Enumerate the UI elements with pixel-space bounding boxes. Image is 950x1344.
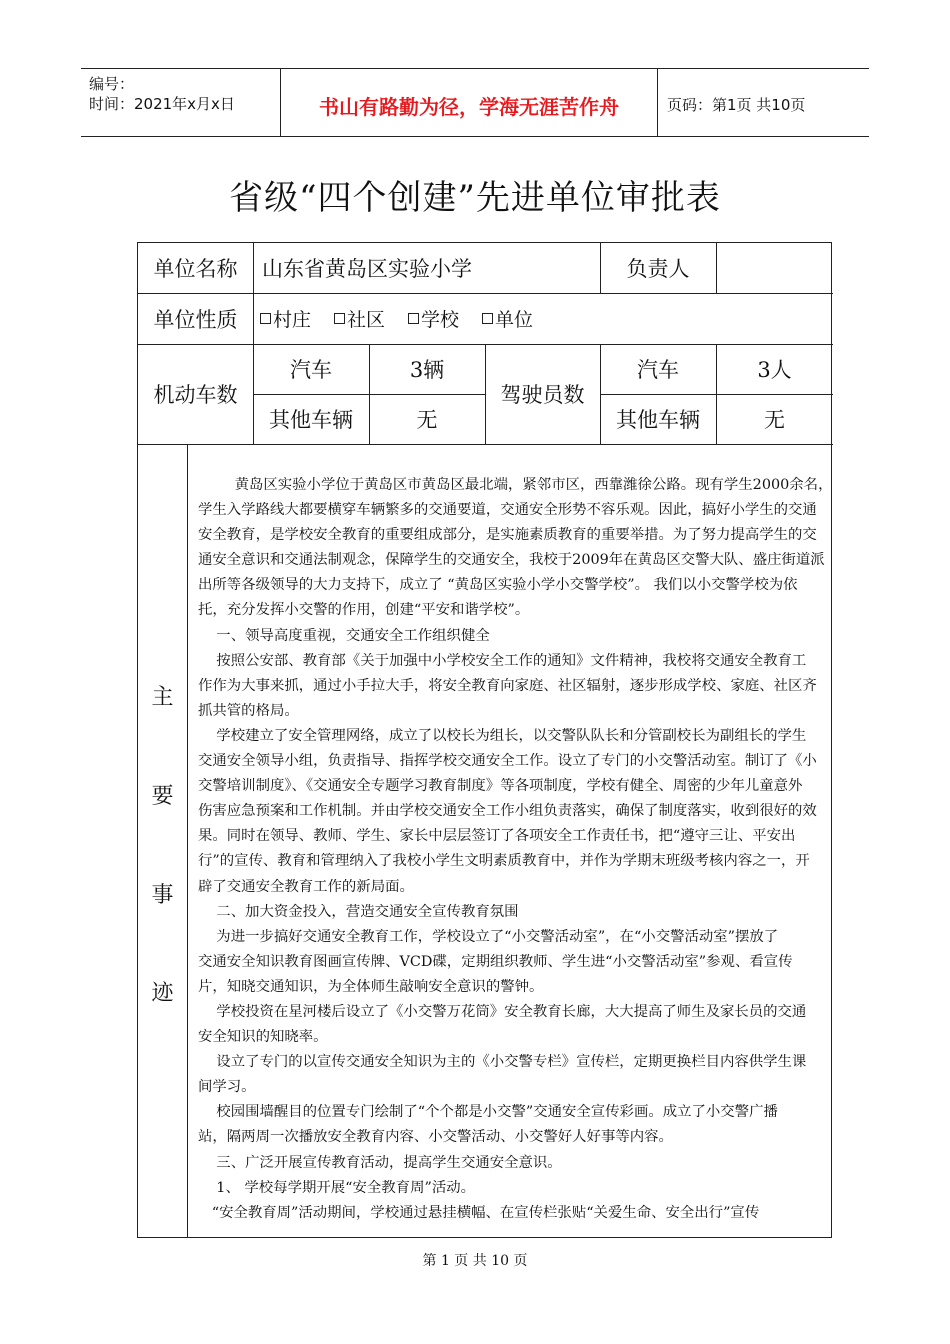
deeds-text-line: 作作为大事来抓，通过小手拉大手，将安全教育向家庭、社区辐射，逐步形成学校、家庭、社区齐 <box>198 677 817 694</box>
deeds-text-line: 为进一步搞好交通安全教育工作，学校设立了“小交警活动室”，在“小交警活动室”摆放了 <box>198 928 779 945</box>
deeds-text-line: 安全教育，是学校安全教育的重要组成部分，是实施素质教育的重要举措。为了努力提高学生的交 <box>198 527 817 544</box>
deeds-text-line: 行”的宣传、教育和管理纳入了我校小学生文明素质教育中，并作为学期末班级考核内容之一，开 <box>198 853 810 870</box>
deeds-label-char: 主 <box>151 685 174 710</box>
deeds-label-char: 要 <box>151 784 174 809</box>
page-info: 页码：第1页 共10页 <box>667 96 806 114</box>
page-footer: 第 1 页 共 10 页 <box>422 1253 528 1269</box>
driver-car-label: 汽车 <box>637 358 679 382</box>
deeds-text-line: 设立了专门的以宣传交通安全知识为主的《小交警专栏》宣传栏，定期更换栏目内容供学生课 <box>198 1054 807 1071</box>
deeds-text-line: 黄岛区实验小学位于黄岛区市黄岛区最北端，紧邻市区，西靠潍徐公路。现有学生2000余名， <box>198 477 833 493</box>
unit-nature-label: 单位性质 <box>153 307 238 332</box>
deeds-text-line: 安全知识的知晓率。 <box>198 1029 328 1046</box>
header-motto-cell <box>281 69 658 136</box>
unit-nature-options <box>260 293 820 344</box>
car-label: 汽车 <box>290 358 332 382</box>
driver-car-count: 3人 <box>757 358 792 382</box>
other-vehicle-count: 无 <box>416 408 438 432</box>
deeds-text-line: 片，知晓交通知识，为全体师生敲响安全意识的警钟。 <box>198 978 544 995</box>
header-info-cell <box>81 69 281 136</box>
nature-option-unit: 单位 <box>482 305 533 332</box>
drivers-label: 驾驶员数 <box>500 383 585 407</box>
deeds-text-line: 二、加大资金投入，营造交通安全宣传教育氛围 <box>198 903 519 920</box>
deeds-text-line: 1、 学校每学期开展“安全教育周”活动。 <box>198 1179 475 1196</box>
deeds-text-line: 托，充分发挥小交警的作用，创建“平安和谐学校”。 <box>198 602 530 619</box>
approval-form-table <box>137 242 832 1238</box>
deeds-text-line: 伤害应急预案和工作机制。并由学校交通安全工作小组负责落实，确保了制度落实，收到很好的效 <box>198 803 817 820</box>
other-vehicle-label: 其他车辆 <box>269 408 353 432</box>
deeds-text-line: 学校投资在星河楼后设立了《小交警万花筒》安全教育长廊，大大提高了师生及家长员的交通 <box>198 1003 807 1020</box>
driver-other-count: 无 <box>764 408 785 432</box>
unit-name-label: 单位名称 <box>153 257 238 281</box>
deeds-text-line: 交通安全领导小组，负责指导、指挥学校交通安全工作。设立了专门的小交警活动室。制订了《小 <box>198 753 817 770</box>
row-divider <box>138 444 833 445</box>
deeds-text-line: “安全教育周”活动期间，学校通过悬挂横幅、在宣传栏张贴“关爱生命、安全出行”宣传 <box>198 1204 760 1221</box>
deeds-text-line: 交警培训制度》、《交通安全专题学习教育制度》等各项制度，学校有健全、周密的少年儿童意外 <box>198 778 803 795</box>
leader-label: 负责人 <box>626 257 690 281</box>
deeds-text-line: 通安全意识和交通法制观念，保障学生的交通安全，我校于2009年在黄岛区交警大队、盛庄街道派 <box>198 552 825 569</box>
page-title: 省级“四个创建”先进单位审批表 <box>229 178 721 218</box>
deeds-text-line: 学校建立了安全管理网络，成立了以校长为组长，以交警队队长和分管副校长为副组长的学生 <box>198 727 807 744</box>
deeds-text-line: 出所等各级领导的大力支持下，成立了 “黄岛区实验小学小交警学校”。 我们以小交警学校为依 <box>198 577 798 594</box>
checkbox-icon <box>334 313 345 324</box>
checkbox-icon <box>408 313 419 324</box>
vehicles-label: 机动车数 <box>153 383 238 407</box>
unit-name-value: 山东省黄岛区实验小学 <box>262 257 472 281</box>
header-page-cell <box>659 69 869 136</box>
deeds-text-line: 果。同时在领导、教师、学生、家长中层层签订了各项安全工作责任书，把“遵守三让、平安出 <box>198 828 796 845</box>
col-divider <box>187 444 188 1238</box>
driver-other-label: 其他车辆 <box>616 408 700 432</box>
nature-option-community: 社区 <box>334 305 385 332</box>
main-deeds-label <box>138 444 187 1238</box>
deeds-label-char: 事 <box>151 883 174 908</box>
checkbox-icon <box>482 313 493 324</box>
deeds-label-char: 迹 <box>151 981 174 1006</box>
document-header <box>81 68 869 137</box>
document-date: 时间：2021年x月x日 <box>89 95 235 113</box>
checkbox-icon <box>260 313 271 324</box>
motto: 书山有路勤为径，学海无涯苦作舟 <box>319 95 619 119</box>
deeds-text-line: 抓共管的格局。 <box>198 702 299 719</box>
nature-option-school: 学校 <box>408 305 459 332</box>
car-count: 3辆 <box>409 358 445 382</box>
deeds-text-line: 学生入学路线大都要横穿车辆繁多的交通要道，交通安全形势不容乐观。因此，搞好小学生的交通 <box>198 502 817 519</box>
main-deeds-text <box>198 473 833 1226</box>
deeds-text-line: 按照公安部、教育部《关于加强中小学校安全工作的通知》文件精神，我校将交通安全教育工 <box>198 652 807 669</box>
document-number-label: 编号： <box>89 75 135 93</box>
deeds-text-line: 辟了交通安全教育工作的新局面。 <box>198 878 414 895</box>
leader-value <box>716 243 833 293</box>
deeds-text-line: 站，隔两周一次播放安全教育内容、小交警活动、小交警好人好事等内容。 <box>198 1129 673 1146</box>
deeds-text-line: 交通安全知识教育图画宣传牌、VCD碟，定期组织教师、学生进“小交警活动室”参观、看宣传 <box>198 953 793 970</box>
deeds-text-line: 一、领导高度重视，交通安全工作组织健全 <box>198 627 490 644</box>
nature-option-village: 村庄 <box>260 305 311 332</box>
deeds-text-line: 间学习。 <box>198 1079 256 1096</box>
deeds-text-line: 校园围墙醒目的位置专门绘制了“个个都是小交警”交通安全宣传彩画。成立了小交警广播 <box>198 1104 778 1121</box>
deeds-text-line: 三、广泛开展宣传教育活动，提高学生交通安全意识。 <box>198 1154 562 1171</box>
